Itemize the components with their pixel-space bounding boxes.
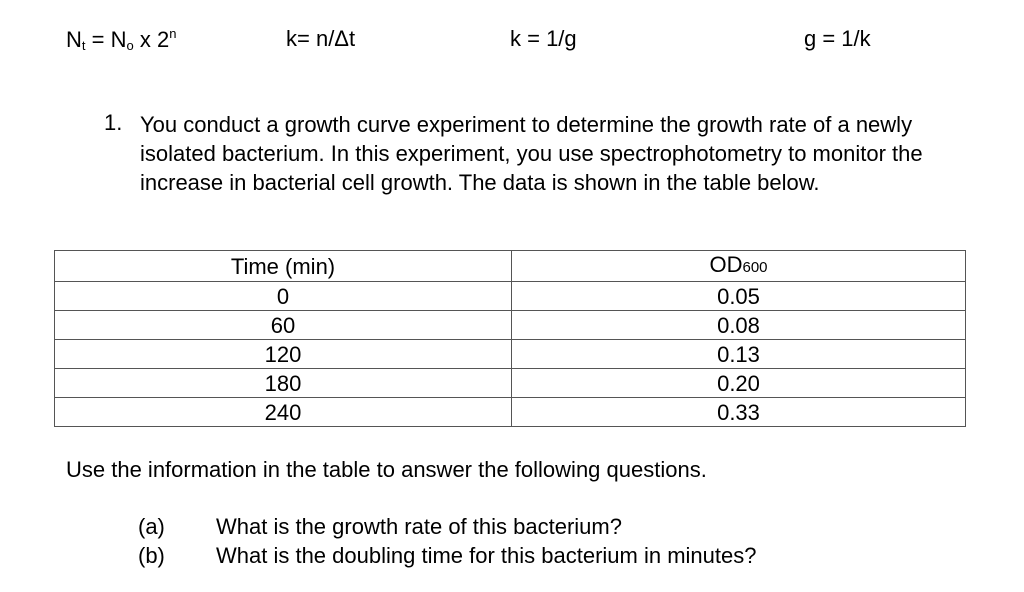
formula-nt: $N_t = N_o$ x 2$^n$ — [66, 26, 177, 53]
od-cell: 0.08 — [512, 311, 966, 340]
table-row — [55, 398, 966, 427]
od-cell: 0.13 — [512, 340, 966, 369]
table-row — [55, 369, 966, 398]
time-cell: 180 — [55, 369, 512, 398]
formula-k-growth-rate: k= n/Δt — [286, 26, 356, 51]
data-table — [54, 250, 966, 427]
header-od: OD600 — [512, 251, 966, 282]
sub-question-label: (b) — [138, 543, 165, 568]
od-cell: 0.20 — [512, 369, 966, 398]
od-cell: 0.05 — [512, 282, 966, 311]
instruction-text: Use the information in the table to answer the following questions. — [66, 457, 707, 482]
sub-question-text: What is the doubling time for this bacterium in minutes? — [216, 543, 757, 568]
od-cell: 0.33 — [512, 398, 966, 427]
formula-k-reciprocal: k = 1/g — [510, 26, 577, 51]
sub-question-b — [138, 543, 756, 569]
table-row — [55, 282, 966, 311]
question-number: 1. — [104, 110, 123, 135]
header-time: Time (min) — [55, 251, 512, 282]
formula-g-doubling: g = 1/k — [804, 26, 871, 51]
table-row — [55, 311, 966, 340]
sub-question-label: (a) — [138, 514, 165, 539]
table-header-row — [55, 251, 966, 282]
time-cell: 60 — [55, 311, 512, 340]
time-cell: 0 — [55, 282, 512, 311]
time-cell: 240 — [55, 398, 512, 427]
sub-question-text: What is the growth rate of this bacterium? — [216, 514, 622, 539]
time-cell: 120 — [55, 340, 512, 369]
sub-question-a — [138, 514, 622, 540]
question-text: You conduct a growth curve experiment to determine the growth rate of a newly isolated bacterium. In this experiment, you use spectrophotometry to monitor the increase in bacterial cell growth. The data is shown in the table below. — [140, 112, 923, 195]
table-row — [55, 340, 966, 369]
